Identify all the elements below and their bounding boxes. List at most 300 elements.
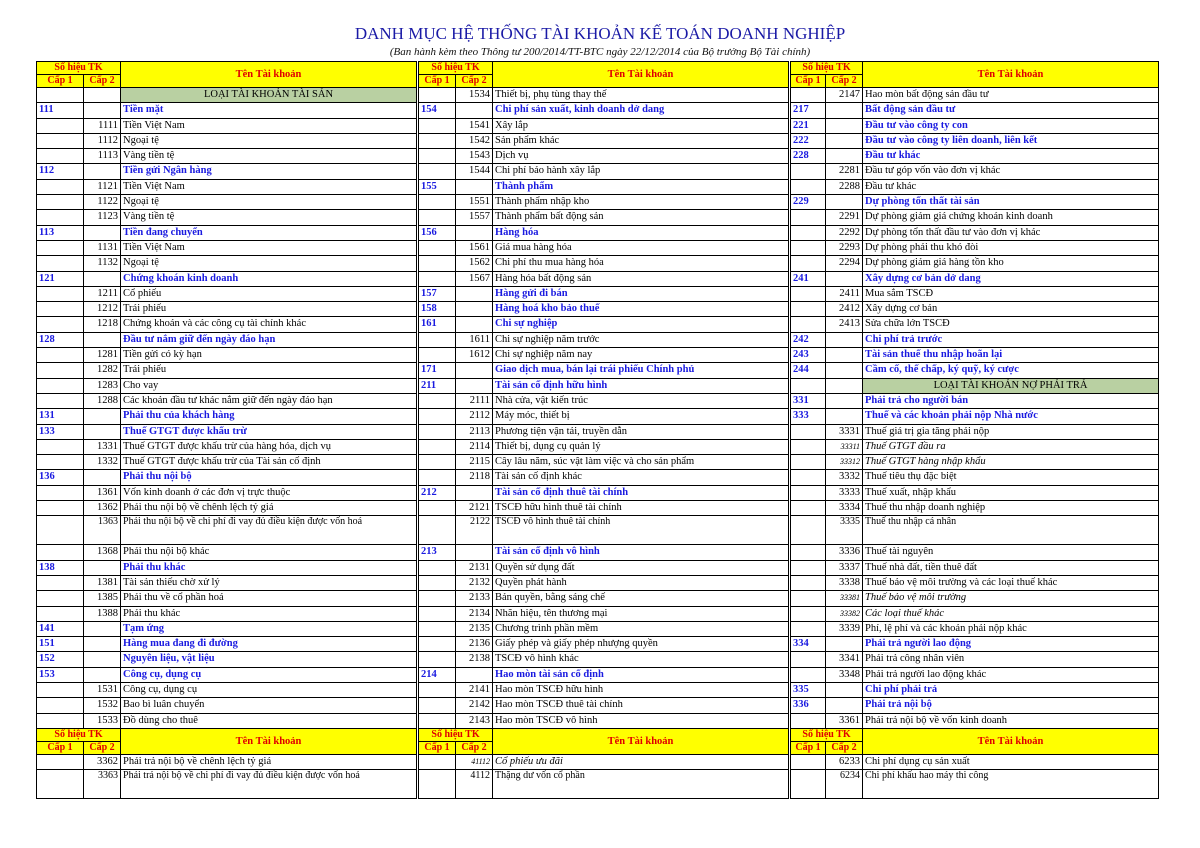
level-1-code: [37, 682, 84, 697]
level-2-code: 3331: [826, 424, 863, 439]
level-2-code: [84, 637, 121, 652]
level-1-code: [791, 470, 826, 485]
level-2-code: [826, 348, 863, 363]
level-2-code: 3362: [84, 754, 121, 769]
level-1-code: [419, 118, 456, 133]
account-name: Chứng khoán kinh doanh: [121, 271, 417, 286]
account-level-2-row: [791, 591, 1159, 606]
account-name: Phải thu khác: [121, 560, 417, 575]
level-1-code: [791, 560, 826, 575]
level-1-code: [37, 149, 84, 164]
account-level-2-row: [37, 210, 417, 225]
column-header-row: [419, 728, 789, 741]
level-1-code: [419, 348, 456, 363]
level-2-code: [826, 271, 863, 286]
level-1-code: 133: [37, 424, 84, 439]
level-2-code: [826, 637, 863, 652]
account-level-2-row: [791, 713, 1159, 728]
account-name: Phải thu về cổ phần hoá: [121, 591, 417, 606]
account-level-2-row: [791, 754, 1159, 769]
level-1-code: 334: [791, 637, 826, 652]
account-level-1-row: [419, 302, 789, 317]
account-name: Tài sản cố định khác: [493, 470, 789, 485]
account-name: Phải trả nội bộ về chi phí đi vay đủ điều kiện được vốn hoá: [121, 770, 417, 799]
account-name: Công cụ, dụng cụ: [121, 667, 417, 682]
column-header-row: [419, 62, 789, 75]
account-name: Dự phòng giảm giá chứng khoán kinh doanh: [863, 210, 1159, 225]
level-2-code: [826, 409, 863, 424]
level-2-code: [826, 332, 863, 347]
account-name: Tiền gửi có kỳ hạn: [121, 348, 417, 363]
level-1-code: [419, 606, 456, 621]
level-2-code: 1113: [84, 149, 121, 164]
level-1-code: [37, 240, 84, 255]
level-2-code: 1121: [84, 179, 121, 194]
account-name: Hao mòn TSCĐ thuê tài chính: [493, 698, 789, 713]
account-name-header: Tên Tài khoản: [121, 728, 417, 754]
account-name: Hàng hoá kho bảo thuế: [493, 302, 789, 317]
empty-cell: [84, 88, 121, 103]
level-1-code: [791, 210, 826, 225]
account-level-1-row: [37, 667, 417, 682]
account-level-2-row: [791, 286, 1159, 301]
level-1-code: [37, 195, 84, 210]
account-name: Chi sự nghiệp: [493, 317, 789, 332]
level-1-code: [37, 133, 84, 148]
account-level-2-row: [791, 164, 1159, 179]
level-2-code: 2131: [456, 560, 493, 575]
account-name: Ngoại tệ: [121, 195, 417, 210]
level-2-code: 1541: [456, 118, 493, 133]
account-level-2-row: [37, 770, 417, 799]
account-level-2-row: [37, 256, 417, 271]
account-level-1-row: [791, 637, 1159, 652]
account-name: Bất động sản đầu tư: [863, 103, 1159, 118]
account-name: Tài sản cố định thuê tài chính: [493, 485, 789, 500]
level-2-code: 1381: [84, 575, 121, 590]
level-1-code: 154: [419, 103, 456, 118]
level-1-header: Cấp 1: [37, 741, 84, 754]
account-level-2-row: [419, 470, 789, 485]
account-level-2-row: [791, 575, 1159, 590]
account-name: Cổ phiếu ưu đãi: [493, 754, 789, 769]
level-2-code: 3341: [826, 652, 863, 667]
level-2-code: [84, 560, 121, 575]
account-level-1-row: [37, 103, 417, 118]
account-name: Trái phiếu: [121, 363, 417, 378]
account-name: Tiền đang chuyển: [121, 225, 417, 240]
level-2-code: [826, 698, 863, 713]
level-2-code: 2138: [456, 652, 493, 667]
level-1-code: [419, 501, 456, 516]
account-name: Dự phòng phải thu khó đòi: [863, 240, 1159, 255]
account-level-1-row: [37, 652, 417, 667]
account-level-2-row: [791, 606, 1159, 621]
level-2-code: [456, 103, 493, 118]
level-2-code: [826, 682, 863, 697]
level-1-code: 141: [37, 621, 84, 636]
account-name: Nhãn hiệu, tên thương mại: [493, 606, 789, 621]
account-name: Chi phí khấu hao máy thi công: [863, 770, 1159, 799]
level-1-code: [791, 179, 826, 194]
level-1-code: 228: [791, 149, 826, 164]
column-header-row: [791, 62, 1159, 75]
account-level-2-row: [419, 637, 789, 652]
account-level-2-row: [37, 455, 417, 470]
level-2-code: [456, 378, 493, 393]
so-hieu-header: Số hiệu TK: [419, 62, 493, 75]
level-1-code: [37, 363, 84, 378]
level-1-code: 131: [37, 409, 84, 424]
level-1-code: [791, 713, 826, 728]
level-2-code: 1562: [456, 256, 493, 271]
account-name: Chương trình phần mềm: [493, 621, 789, 636]
account-name: Thặng dư vốn cổ phần: [493, 770, 789, 799]
account-name: Ngoại tệ: [121, 133, 417, 148]
account-name: Đầu tư vào công ty con: [863, 118, 1159, 133]
level-1-code: 151: [37, 637, 84, 652]
account-name: Tiền Việt Nam: [121, 179, 417, 194]
level-2-code: 2412: [826, 302, 863, 317]
empty-cell: [37, 88, 84, 103]
level-2-code: 1122: [84, 195, 121, 210]
level-1-code: 112: [37, 164, 84, 179]
level-2-code: 3336: [826, 545, 863, 560]
account-name: Phải thu của khách hàng: [121, 409, 417, 424]
level-1-code: [419, 393, 456, 408]
account-name: Dự phòng tổn thất đầu tư vào đơn vị khác: [863, 225, 1159, 240]
level-1-code: [791, 424, 826, 439]
level-2-code: 1551: [456, 195, 493, 210]
level-1-code: 335: [791, 682, 826, 697]
account-level-2-row: [419, 455, 789, 470]
section-header-row: [37, 88, 417, 103]
level-1-code: [791, 606, 826, 621]
account-name: Tiền mặt: [121, 103, 417, 118]
level-2-code: 1111: [84, 118, 121, 133]
account-level-1-row: [791, 271, 1159, 286]
level-2-header: Cấp 2: [84, 75, 121, 88]
account-name-header: Tên Tài khoản: [493, 62, 789, 88]
level-2-code: 2112: [456, 409, 493, 424]
account-level-1-row: [419, 103, 789, 118]
level-1-code: [791, 286, 826, 301]
account-level-2-row: [419, 652, 789, 667]
account-level-2-row: [419, 698, 789, 713]
level-2-code: 2147: [826, 88, 863, 103]
account-name: Thành phẩm nhập kho: [493, 195, 789, 210]
account-level-2-row: [791, 516, 1159, 545]
column-header-row: [791, 728, 1159, 741]
level-2-code: 4112: [456, 770, 493, 799]
level-2-code: 1132: [84, 256, 121, 271]
level-1-code: [37, 591, 84, 606]
level-2-code: [84, 424, 121, 439]
level-1-code: 113: [37, 225, 84, 240]
account-name: Tiền Việt Nam: [121, 240, 417, 255]
level-1-code: [419, 424, 456, 439]
level-1-code: 161: [419, 317, 456, 332]
level-2-code: 2411: [826, 286, 863, 301]
level-2-code: 3363: [84, 770, 121, 799]
level-1-code: [419, 133, 456, 148]
level-1-code: [791, 621, 826, 636]
account-level-2-row: [419, 770, 789, 799]
account-level-1-row: [37, 225, 417, 240]
level-1-header: Cấp 1: [37, 75, 84, 88]
level-1-code: [37, 118, 84, 133]
level-2-code: [456, 545, 493, 560]
account-level-2-row: [791, 256, 1159, 271]
account-name: Chi sự nghiệp năm nay: [493, 348, 789, 363]
account-name: Các khoản đầu tư khác nắm giữ đến ngày đáo hạn: [121, 393, 417, 408]
level-1-code: 221: [791, 118, 826, 133]
account-name: Xây dựng cơ bản dở dang: [863, 271, 1159, 286]
account-name: Chứng khoán và các công cụ tài chính khác: [121, 317, 417, 332]
level-1-code: 158: [419, 302, 456, 317]
account-name: Công cụ, dụng cụ: [121, 682, 417, 697]
account-name: Chi phí dụng cụ sản xuất: [863, 754, 1159, 769]
level-2-code: [84, 667, 121, 682]
account-level-2-row: [791, 88, 1159, 103]
account-name: Vàng tiền tệ: [121, 210, 417, 225]
account-name: Cho vay: [121, 378, 417, 393]
account-name: Phải trả công nhân viên: [863, 652, 1159, 667]
level-2-code: 1332: [84, 455, 121, 470]
account-name: Đầu tư khác: [863, 149, 1159, 164]
level-2-code: [456, 302, 493, 317]
level-2-code: 1385: [84, 591, 121, 606]
level-1-code: [37, 179, 84, 194]
account-level-2-row: [791, 667, 1159, 682]
level-2-code: [84, 470, 121, 485]
account-name: Thiết bị, phụ tùng thay thế: [493, 88, 789, 103]
level-2-code: 1283: [84, 378, 121, 393]
account-level-2-row: [791, 424, 1159, 439]
level-1-code: [791, 501, 826, 516]
account-name: Thuế GTGT được khấu trừ: [121, 424, 417, 439]
account-name-header: Tên Tài khoản: [121, 62, 417, 88]
level-2-code: 2132: [456, 575, 493, 590]
account-level-2-row: [37, 591, 417, 606]
level-2-code: 1612: [456, 348, 493, 363]
level-1-code: [419, 455, 456, 470]
level-1-code: [37, 286, 84, 301]
level-1-code: [791, 485, 826, 500]
account-level-2-row: [37, 682, 417, 697]
level-1-code: 331: [791, 393, 826, 408]
level-1-code: [419, 332, 456, 347]
account-level-1-row: [791, 149, 1159, 164]
account-level-2-row: [37, 240, 417, 255]
level-2-code: [456, 286, 493, 301]
account-name: Mua sắm TSCĐ: [863, 286, 1159, 301]
account-level-2-row: [37, 698, 417, 713]
account-name: Chi phí trả trước: [863, 332, 1159, 347]
account-name: Đầu tư nắm giữ đến ngày đáo hạn: [121, 332, 417, 347]
level-1-code: 212: [419, 485, 456, 500]
account-level-1-row: [419, 317, 789, 332]
account-name: Thiết bị, dụng cụ quản lý: [493, 439, 789, 454]
level-1-code: [419, 240, 456, 255]
level-2-code: 6234: [826, 770, 863, 799]
account-name: Thuế GTGT được khấu trừ của hàng hóa, dịch vụ: [121, 439, 417, 454]
level-1-code: [37, 575, 84, 590]
level-2-code: 2291: [826, 210, 863, 225]
account-name: Giao dịch mua, bán lại trái phiếu Chính phủ: [493, 363, 789, 378]
account-name: Vàng tiền tệ: [121, 149, 417, 164]
level-1-code: 217: [791, 103, 826, 118]
level-2-code: 33311: [826, 439, 863, 454]
level-2-code: 2133: [456, 591, 493, 606]
level-2-code: 2143: [456, 713, 493, 728]
account-level-2-row: [791, 240, 1159, 255]
account-name: Giấy phép và giấy phép nhượng quyền: [493, 637, 789, 652]
so-hieu-header: Số hiệu TK: [791, 728, 863, 741]
page-title: DANH MỤC HỆ THỐNG TÀI KHOẢN KẾ TOÁN DOANH NGHIỆP: [354, 24, 846, 43]
account-name: Hàng gửi đi bán: [493, 286, 789, 301]
account-level-1-row: [419, 545, 789, 560]
account-level-1-row: [791, 103, 1159, 118]
so-hieu-header: Số hiệu TK: [419, 728, 493, 741]
account-name: Ngoại tệ: [121, 256, 417, 271]
level-1-code: 128: [37, 332, 84, 347]
account-level-2-row: [419, 393, 789, 408]
level-1-code: 243: [791, 348, 826, 363]
account-level-2-row: [791, 302, 1159, 317]
account-name: Phải trả người lao động: [863, 637, 1159, 652]
account-name: Thuế bảo vệ môi trường và các loại thuế khác: [863, 575, 1159, 590]
empty-cell: [791, 378, 826, 393]
account-level-1-row: [37, 271, 417, 286]
account-level-2-row: [37, 545, 417, 560]
account-name-header: Tên Tài khoản: [863, 728, 1159, 754]
account-name: Thành phẩm: [493, 179, 789, 194]
level-1-code: [37, 606, 84, 621]
level-1-code: [419, 637, 456, 652]
account-name: Dự phòng giảm giá hàng tồn kho: [863, 256, 1159, 271]
account-name: Thành phẩm bất động sản: [493, 210, 789, 225]
account-name: Sửa chữa lớn TSCĐ: [863, 317, 1159, 332]
account-column-3: [790, 61, 1159, 799]
account-name: Cây lâu năm, súc vật làm việc và cho sản phẩm: [493, 455, 789, 470]
level-2-code: 1567: [456, 271, 493, 286]
level-1-code: [37, 393, 84, 408]
level-1-code: 241: [791, 271, 826, 286]
account-name: Thuế và các khoản phải nộp Nhà nước: [863, 409, 1159, 424]
account-name: Giá mua hàng hóa: [493, 240, 789, 255]
account-name: Tài sản cố định vô hình: [493, 545, 789, 560]
account-level-2-row: [791, 455, 1159, 470]
level-1-code: [419, 149, 456, 164]
account-name: Thuế bảo vệ môi trường: [863, 591, 1159, 606]
account-column-2: [418, 61, 789, 799]
account-name: Phí, lệ phí và các khoản phải nộp khác: [863, 621, 1159, 636]
level-2-code: [84, 652, 121, 667]
level-1-code: 155: [419, 179, 456, 194]
account-column-1: [36, 61, 417, 799]
level-2-code: 6233: [826, 754, 863, 769]
level-2-code: 1281: [84, 348, 121, 363]
level-2-code: 3361: [826, 713, 863, 728]
level-1-code: [791, 516, 826, 545]
level-2-code: 1531: [84, 682, 121, 697]
level-1-code: [791, 455, 826, 470]
account-level-2-row: [791, 770, 1159, 799]
account-level-2-row: [419, 516, 789, 545]
account-name-header: Tên Tài khoản: [863, 62, 1159, 88]
level-1-code: 244: [791, 363, 826, 378]
level-2-code: [84, 225, 121, 240]
account-name: Nhà cửa, vật kiến trúc: [493, 393, 789, 408]
level-1-code: [791, 302, 826, 317]
level-2-code: 1212: [84, 302, 121, 317]
level-2-code: 1534: [456, 88, 493, 103]
account-name: Phải trả người lao động khác: [863, 667, 1159, 682]
level-2-code: 3338: [826, 575, 863, 590]
account-name: Vốn kinh doanh ở các đơn vị trực thuộc: [121, 485, 417, 500]
account-name: Phương tiện vận tải, truyền dẫn: [493, 424, 789, 439]
account-name: Đồ dùng cho thuê: [121, 713, 417, 728]
level-2-code: 33381: [826, 591, 863, 606]
level-2-code: [456, 225, 493, 240]
account-level-2-row: [419, 606, 789, 621]
level-2-code: 1123: [84, 210, 121, 225]
level-1-code: [791, 754, 826, 769]
account-level-2-row: [419, 439, 789, 454]
account-name: Trái phiếu: [121, 302, 417, 317]
account-name: Hàng hóa: [493, 225, 789, 240]
level-1-code: 171: [419, 363, 456, 378]
level-1-code: 138: [37, 560, 84, 575]
level-2-code: 2121: [456, 501, 493, 516]
section-title: LOẠI TÀI KHOẢN NỢ PHẢI TRẢ: [863, 378, 1159, 393]
account-name: TSCĐ hữu hình thuê tài chính: [493, 501, 789, 516]
account-level-2-row: [791, 545, 1159, 560]
account-level-2-row: [419, 713, 789, 728]
account-level-1-row: [419, 378, 789, 393]
account-name: Thuế GTGT hàng nhập khẩu: [863, 455, 1159, 470]
level-2-code: 2413: [826, 317, 863, 332]
account-name: Thuế giá trị gia tăng phải nộp: [863, 424, 1159, 439]
account-name: Chi sự nghiệp năm trước: [493, 332, 789, 347]
account-name: Nguyên liệu, vật liệu: [121, 652, 417, 667]
account-level-2-row: [419, 424, 789, 439]
account-name: Hao mòn bất động sản đầu tư: [863, 88, 1159, 103]
account-level-2-row: [791, 179, 1159, 194]
level-2-code: 1542: [456, 133, 493, 148]
account-level-2-row: [419, 332, 789, 347]
account-level-2-row: [419, 501, 789, 516]
level-2-code: 2115: [456, 455, 493, 470]
level-2-code: 33382: [826, 606, 863, 621]
account-level-2-row: [419, 591, 789, 606]
account-name: Chi phí thu mua hàng hóa: [493, 256, 789, 271]
level-2-code: [84, 164, 121, 179]
account-name: Xây lắp: [493, 118, 789, 133]
level-2-code: [84, 621, 121, 636]
level-1-code: 121: [37, 271, 84, 286]
account-name: Hao mòn tài sản cố định: [493, 667, 789, 682]
level-1-code: [37, 545, 84, 560]
account-name: Phải thu nội bộ về chênh lệch tỷ giá: [121, 501, 417, 516]
account-level-2-row: [37, 485, 417, 500]
column-header-row: [37, 62, 417, 75]
level-2-code: [826, 363, 863, 378]
level-1-code: [419, 713, 456, 728]
account-level-2-row: [791, 210, 1159, 225]
level-1-code: [791, 439, 826, 454]
